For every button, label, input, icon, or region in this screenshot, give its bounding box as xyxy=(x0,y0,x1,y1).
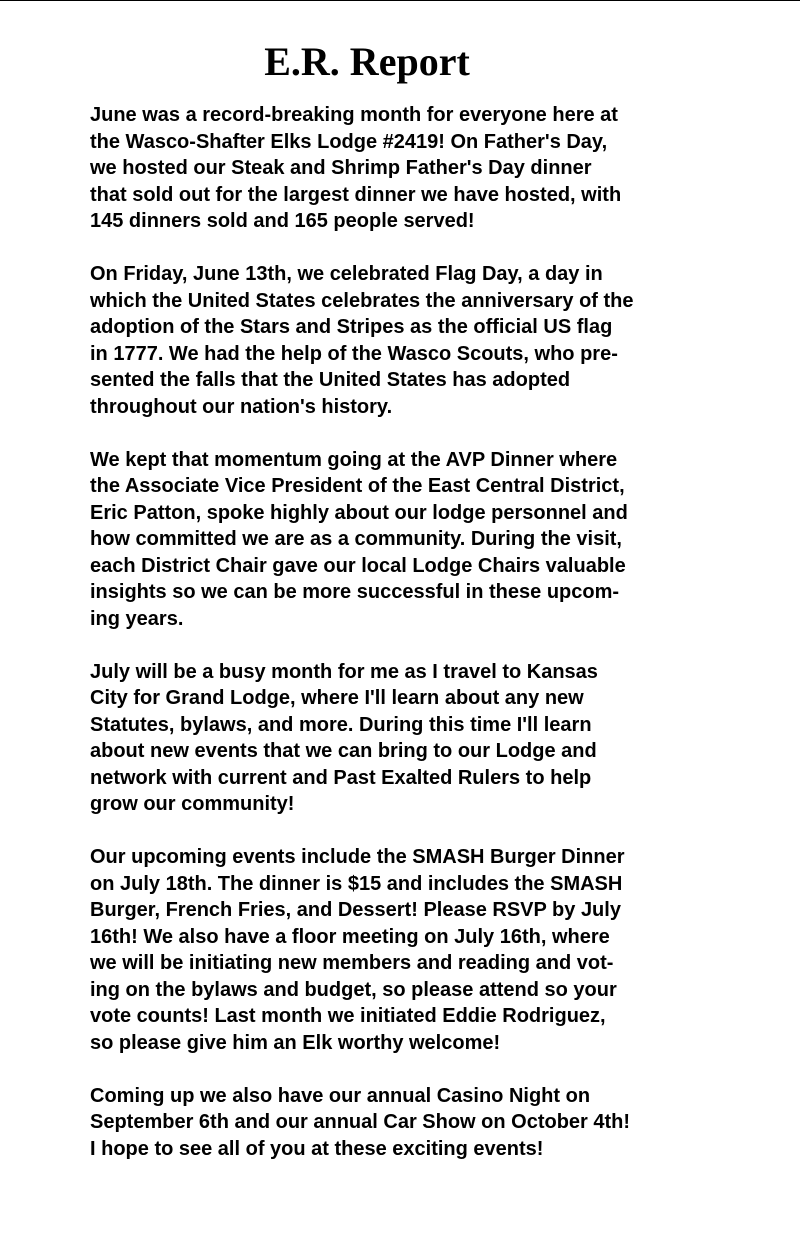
paragraph xyxy=(90,659,730,818)
text-line: 16th! We also have a floor meeting on July 16th, where xyxy=(90,925,610,948)
text-line: we will be initiating new members and reading and vot- xyxy=(90,952,614,974)
text-line: that sold out for the largest dinner we have hosted, with xyxy=(90,183,622,206)
text-line: 145 dinners sold and 165 people served! xyxy=(90,210,475,232)
text-line: we hosted our Steak and Shrimp Father's Day dinner xyxy=(90,157,592,179)
paragraph xyxy=(90,261,730,420)
text-line: about new events that we can bring to our Lodge and xyxy=(90,740,597,762)
text-line: which the United States celebrates the anniversary of the xyxy=(90,289,634,312)
text-line: network with current and Past Exalted Rulers to help xyxy=(90,766,592,789)
text-line: in 1777. We had the help of the Wasco Scouts, who pre- xyxy=(90,342,618,365)
text-line: grow our community! xyxy=(90,793,295,815)
text-line: Our upcoming events include the SMASH Burger Dinner xyxy=(90,846,625,868)
text-line: We kept that momentum going at the AVP Dinner where xyxy=(90,448,618,471)
text-line: City for Grand Lodge, where I'll learn about any new xyxy=(90,687,584,709)
text-line: ing years. xyxy=(90,607,184,630)
text-line: I hope to see all of you at these exciting events! xyxy=(90,1137,544,1160)
text-line: the Wasco-Shafter Elks Lodge #2419! On Father's Day, xyxy=(90,130,608,153)
text-line: Coming up we also have our annual Casino Night on xyxy=(90,1084,591,1107)
text-line: sented the falls that the United States has adopted xyxy=(90,369,571,391)
text-line: Burger, French Fries, and Dessert! Please RSVP by July xyxy=(90,899,621,921)
top-border-rule xyxy=(0,0,800,1)
text-line: adoption of the Stars and Stripes as the official US flag xyxy=(90,316,613,338)
text-line: September 6th and our annual Car Show on October 4th! xyxy=(90,1111,631,1133)
text-line: On Friday, June 13th, we celebrated Flag Day, a day in xyxy=(90,263,603,285)
paragraph xyxy=(90,447,730,633)
text-line: Statutes, bylaws, and more. During this time I'll learn xyxy=(90,713,592,736)
text-line: the Associate Vice President of the East Central District, xyxy=(90,475,625,497)
text-line: Eric Patton, spoke highly about our lodge personnel and xyxy=(90,501,628,524)
text-line: throughout our nation's history. xyxy=(90,395,393,418)
text-line: so please give him an Elk worthy welcome! xyxy=(90,1031,501,1054)
text-line: each District Chair gave our local Lodge Chairs valuable xyxy=(90,554,626,577)
text-line: vote counts! Last month we initiated Eddie Rodriguez, xyxy=(90,1005,606,1027)
article-body xyxy=(90,102,730,1189)
paragraph xyxy=(90,844,730,1056)
text-line: insights so we can be more successful in these upcom- xyxy=(90,581,620,603)
paragraph xyxy=(90,1083,730,1163)
text-line: how committed we are as a community. During the visit, xyxy=(90,528,622,550)
page-title: E.R. Report xyxy=(264,39,470,84)
text-line: on July 18th. The dinner is $15 and includes the SMASH xyxy=(90,872,623,895)
paragraph xyxy=(90,102,730,235)
text-line: ing on the bylaws and budget, so please attend so your xyxy=(90,978,617,1001)
text-line: July will be a busy month for me as I travel to Kansas xyxy=(90,660,598,683)
text-line: June was a record-breaking month for everyone here at xyxy=(90,104,618,126)
